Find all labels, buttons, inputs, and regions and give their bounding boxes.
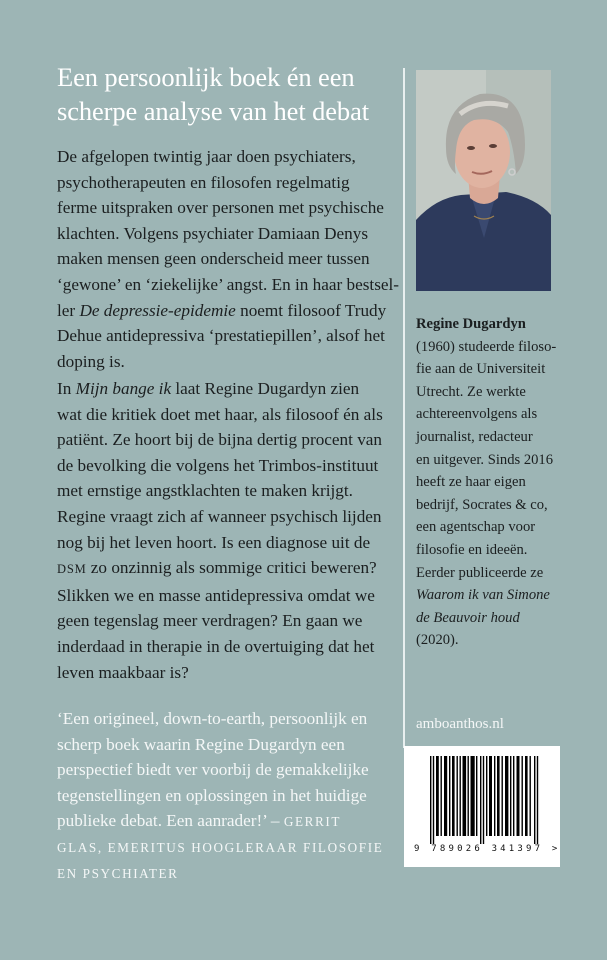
blurb-line: met ernstige angstklachten te maken krijgt. [57, 481, 353, 501]
bio-line: achtereenvolgens als [416, 406, 538, 423]
headline-line-1: Een persoonlijk boek én een [57, 62, 355, 92]
blurb-line: patiënt. Ze hoort bij de bijna dertig procent van [57, 430, 383, 450]
quote-line: ‘Een origineel, down-to-earth, persoonlijk en [57, 709, 368, 728]
bio-line: fie aan de Universiteit [416, 361, 546, 378]
previous-book-year: (2020). [416, 632, 459, 649]
bio-line: (1960) studeerde filoso- [416, 338, 557, 355]
isbn-digits: 9 789026 341397 > [414, 844, 561, 854]
publisher-website: amboanthos.nl [416, 716, 504, 732]
author-name: Regine Dugardyn [416, 316, 526, 332]
blurb-line: Regine vraagt zich af wanneer psychisch lijden [57, 506, 382, 526]
previous-book-title: de Beauvoir houd [416, 609, 520, 626]
bio-line: filosofie en ideeën. [416, 541, 528, 558]
blurb-line: maken mensen geen onderscheid meer tussen [57, 249, 370, 269]
blurb-line: klachten. Volgens psychiater Damiaan Denys [57, 223, 369, 243]
endorsement-quote [57, 706, 397, 886]
blurb-line: leven maakbaar is? [57, 662, 189, 682]
blurb-text: laat Regine Dugardyn zien [171, 379, 360, 398]
bio-line: Utrecht. Ze werkte [416, 383, 526, 400]
blurb-line: wat die kritiek doet met haar, als filosoof én als [57, 404, 383, 424]
book-title: Mijn bange ik [75, 379, 172, 398]
dsm-abbreviation: DSM [57, 562, 87, 577]
blurb-text: zo onzinnig als sommige critici beweren? [86, 558, 377, 578]
blurb-line: De afgelopen twintig jaar doen psychiaters, [57, 147, 356, 166]
bio-line: een agentschap voor [416, 519, 536, 536]
quote-text: publieke debat. Een aanrader!’ – [57, 811, 284, 831]
blurb-line: ferme uitspraken over personen met psychische [57, 198, 384, 218]
referenced-book-title: De depressie-epidemie [79, 300, 236, 320]
bio-line: heeft ze haar eigen [416, 474, 526, 491]
quote-attribution: GERRIT [283, 814, 342, 830]
blurb-line: nog bij het leven hoort. Is een diagnose uit de [57, 532, 371, 552]
blurb-line [57, 555, 392, 583]
blurb-paragraph-1 [57, 144, 400, 374]
quote-attribution: EN PSYCHIATER [57, 865, 179, 881]
barcode-bars-icon [430, 756, 540, 844]
bio-line: Eerder publiceerde ze [416, 564, 544, 581]
blurb-line: Slikken we en masse antidepressiva omdat we [57, 585, 375, 605]
blurb-text: noemt filosoof Trudy [235, 300, 387, 320]
blurb-line: Dehue antidepressiva ‘prestatiepillen’, alsof het [57, 326, 385, 346]
headline-line-2: scherpe analyse van het debat [57, 96, 370, 126]
portrait-illustration [416, 70, 551, 291]
previous-book-title: Waarom ik van Simone [416, 587, 550, 604]
blurb-line: de bevolking die volgens het Trimbos-instituut [57, 455, 379, 475]
blurb-paragraph-2 [57, 376, 392, 685]
bio-line: journalist, redacteur [416, 428, 533, 445]
blurb-line: doping is. [57, 351, 125, 371]
quote-line: scherp boek waarin Regine Dugardyn een [57, 734, 345, 754]
blurb-line [57, 298, 392, 324]
blurb-text: In [57, 379, 76, 398]
back-cover-headline [57, 60, 397, 128]
blurb-line: inderdaad in therapie in de overtuiging dat het [57, 636, 375, 656]
author-photo [416, 70, 551, 291]
blurb-line [57, 376, 392, 402]
quote-line: tegenstellingen en oplossingen in het huidige [57, 785, 367, 805]
isbn-barcode [404, 746, 560, 867]
blurb-line: ‘gewone’ en ‘ziekelijke’ angst. En in haar bestsel- [57, 274, 400, 294]
quote-line: perspectief biedt ver voorbij de gemakkelijke [57, 760, 369, 780]
author-bio [416, 313, 601, 652]
blurb-line: geen tegenslag meer verdragen? En gaan we [57, 611, 363, 631]
column-divider [403, 68, 405, 748]
blurb-text: ler [57, 300, 80, 320]
bio-line: en uitgever. Sinds 2016 [416, 451, 554, 468]
bio-line: bedrijf, Socrates & co, [416, 496, 548, 513]
quote-attribution: GLAS, EMERITUS HOOGLERAAR FILOSOFIE [57, 839, 384, 855]
quote-line [57, 808, 397, 835]
blurb-line: psychotherapeuten en filosofen regelmatig [57, 172, 350, 192]
